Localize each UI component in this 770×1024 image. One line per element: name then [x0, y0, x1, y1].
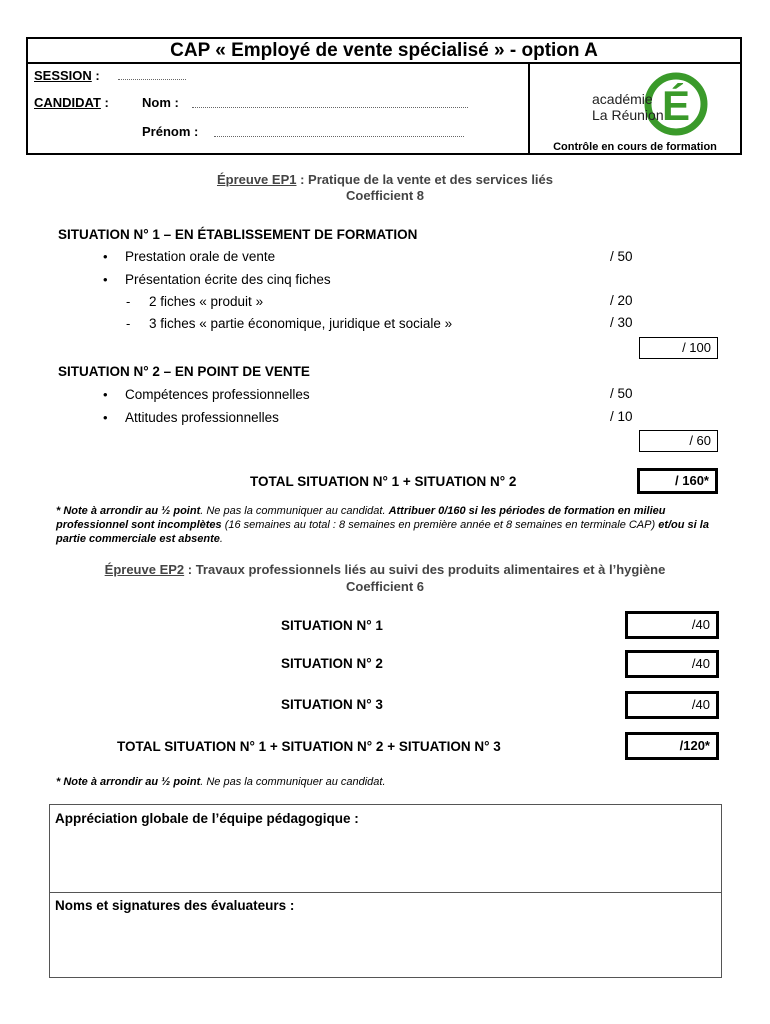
appreciation-field[interactable] — [50, 831, 721, 891]
prenom-label: Prénom : — [142, 124, 199, 139]
ep2-situation3-score[interactable]: /40 — [625, 691, 719, 719]
ep1-score-competences: / 50 — [610, 386, 633, 401]
ep2-coefficient: Coefficient 6 — [345, 579, 424, 594]
session-label: SESSION : — [34, 68, 100, 83]
ep1-total-score[interactable]: / 160* — [637, 468, 718, 494]
ep1-item-prestation: Prestation orale de vente — [125, 249, 276, 264]
signatures-label: Noms et signatures des évaluateurs : — [55, 898, 295, 913]
ep1-item-fiches-eco: 3 fiches « partie économique, juridique et sociale » — [149, 316, 453, 331]
ep1-total-label: TOTAL SITUATION N° 1 + SITUATION N° 2 — [250, 474, 517, 489]
ep1-title: Épreuve EP1 : Pratique de la vente et des services liés — [216, 172, 553, 187]
header-box — [26, 37, 742, 155]
signatures-field[interactable] — [50, 917, 721, 977]
controle-text: Contrôle en cours de formation — [553, 141, 717, 153]
ep1-note: * Note à arrondir au ½ point. Ne pas la communiquer au candidat. Attribuer 0/160 si les périodes de formation en milieu professionnel sont incomplètes (16 semaines au total : 8 semaines en première année et 8 semaines en terminale CAP) et/ou si la partie commerciale est absente. — [56, 505, 709, 545]
ep1-item-competences: Compétences professionnelles — [125, 387, 310, 402]
ep1-situation1-subtotal[interactable]: / 100 — [639, 337, 718, 359]
ep1-item-fiches-produit: 2 fiches « produit » — [149, 294, 264, 309]
ep2-total-score[interactable]: /120* — [625, 732, 719, 760]
evaluation-box — [49, 804, 722, 978]
nom-label: Nom : — [142, 95, 179, 110]
ep2-situation2-label: SITUATION N° 2 — [281, 656, 383, 671]
candidat-label: CANDIDAT : — [34, 95, 109, 110]
ep2-situation1-score[interactable]: /40 — [625, 611, 719, 639]
academie-logo — [590, 66, 710, 136]
dash: - — [126, 294, 131, 309]
ep1-item-attitudes: Attitudes professionnelles — [125, 410, 279, 425]
bullet: • — [103, 410, 108, 425]
appreciation-label: Appréciation globale de l’équipe pédagogique : — [55, 811, 359, 826]
logo-line1-text: académie — [592, 91, 653, 107]
ep2-title: Épreuve EP2 : Travaux professionnels liés au suivi des produits alimentaires et à l’hygiène — [104, 562, 666, 577]
bullet: • — [103, 272, 108, 287]
bullet: • — [103, 387, 108, 402]
ep2-total-label: TOTAL SITUATION N° 1 + SITUATION N° 2 + SITUATION N° 3 — [117, 739, 501, 754]
logo-line2-text: La Réunion — [592, 107, 664, 123]
prenom-field[interactable] — [214, 136, 464, 137]
logo-letter-text: É — [661, 82, 691, 129]
ep1-coefficient: Coefficient 8 — [345, 188, 424, 203]
ep1-score-attitudes: / 10 — [610, 409, 633, 424]
situation1-title: SITUATION N° 1 – EN ÉTABLISSEMENT DE FORMATION — [58, 227, 418, 242]
session-field[interactable] — [118, 79, 186, 80]
ep1-score-prestation: / 50 — [610, 249, 633, 264]
ep1-item-fiches: Présentation écrite des cinq fiches — [125, 272, 331, 287]
ep1-situation2-subtotal[interactable]: / 60 — [639, 430, 718, 452]
form-title: CAP « Employé de vente spécialisé » - option A — [28, 39, 740, 64]
dash: - — [126, 316, 131, 331]
situation2-title: SITUATION N° 2 – EN POINT DE VENTE — [58, 364, 310, 379]
divider — [50, 892, 721, 893]
ep1-score-fiches-produit: / 20 — [610, 293, 633, 308]
bullet: • — [103, 249, 108, 264]
nom-field[interactable] — [192, 107, 468, 108]
ep2-situation1-label: SITUATION N° 1 — [281, 618, 383, 633]
ep2-note: * Note à arrondir au ½ point. Ne pas la communiquer au candidat. — [56, 776, 386, 788]
logo-cell — [528, 64, 740, 153]
ep2-situation2-score[interactable]: /40 — [625, 650, 719, 678]
ep1-score-fiches-eco: / 30 — [610, 315, 633, 330]
ep2-situation3-label: SITUATION N° 3 — [281, 697, 383, 712]
